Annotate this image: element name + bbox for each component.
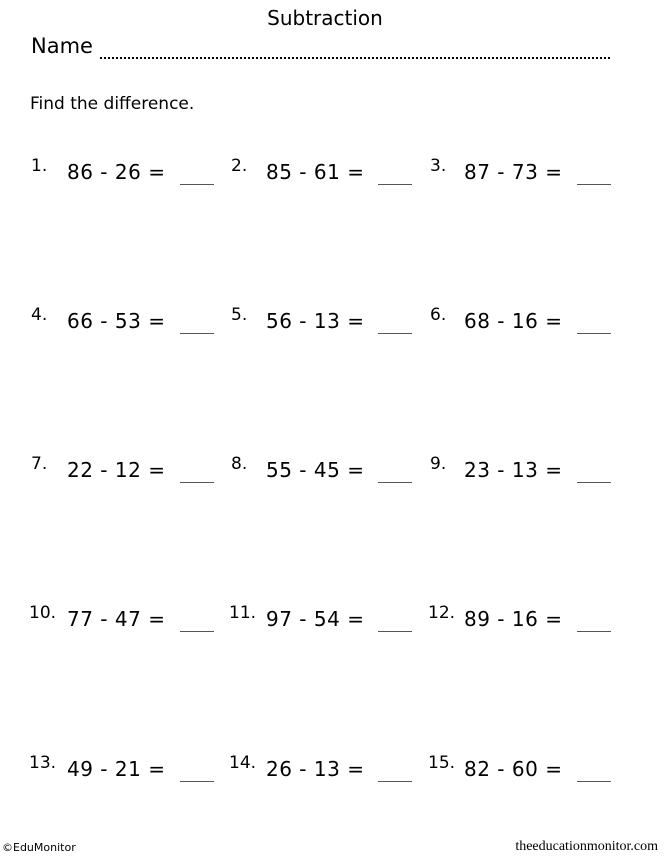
problem-expression: 55 - 45 = bbox=[266, 458, 365, 482]
problem-3 bbox=[0, 156, 666, 190]
problem-expression: 23 - 13 = bbox=[464, 458, 563, 482]
problem-12 bbox=[0, 603, 666, 637]
problem-number: 3. bbox=[430, 156, 447, 176]
worksheet-title: Subtraction bbox=[267, 6, 383, 30]
name-line bbox=[100, 37, 610, 59]
name-label: Name bbox=[31, 34, 93, 58]
problem-expression: 86 - 26 = bbox=[67, 160, 166, 184]
problem-number: 12. bbox=[428, 603, 456, 623]
answer-blank[interactable] bbox=[577, 631, 611, 632]
problem-expression: 56 - 13 = bbox=[266, 309, 365, 333]
problem-number: 1. bbox=[31, 156, 48, 176]
problem-number: 2. bbox=[231, 156, 248, 176]
problem-expression: 22 - 12 = bbox=[67, 458, 166, 482]
problem-expression: 77 - 47 = bbox=[67, 607, 166, 631]
problem-15 bbox=[0, 753, 666, 787]
footer-copyright: ©EduMonitor bbox=[2, 841, 76, 854]
problem-number: 7. bbox=[31, 454, 48, 474]
answer-blank[interactable] bbox=[577, 184, 611, 185]
problem-expression: 82 - 60 = bbox=[464, 757, 563, 781]
problem-number: 5. bbox=[231, 305, 248, 325]
problem-number: 8. bbox=[231, 454, 248, 474]
problem-6 bbox=[0, 305, 666, 339]
footer-website: theeducationmonitor.com bbox=[515, 839, 658, 854]
problem-number: 11. bbox=[229, 603, 257, 623]
problem-expression: 26 - 13 = bbox=[266, 757, 365, 781]
answer-blank[interactable] bbox=[577, 482, 611, 483]
problem-expression: 68 - 16 = bbox=[464, 309, 563, 333]
problem-expression: 66 - 53 = bbox=[67, 309, 166, 333]
problem-expression: 49 - 21 = bbox=[67, 757, 166, 781]
answer-blank[interactable] bbox=[577, 333, 611, 334]
problem-number: 6. bbox=[430, 305, 447, 325]
problem-9 bbox=[0, 454, 666, 488]
problem-number: 4. bbox=[31, 305, 48, 325]
problem-number: 15. bbox=[428, 753, 456, 773]
problem-number: 14. bbox=[229, 753, 257, 773]
instruction: Find the difference. bbox=[30, 94, 195, 114]
answer-blank[interactable] bbox=[577, 781, 611, 782]
problem-expression: 87 - 73 = bbox=[464, 160, 563, 184]
problem-number: 13. bbox=[29, 753, 57, 773]
problem-expression: 97 - 54 = bbox=[266, 607, 365, 631]
problem-number: 9. bbox=[430, 454, 447, 474]
problem-expression: 89 - 16 = bbox=[464, 607, 563, 631]
problem-number: 10. bbox=[29, 603, 57, 623]
problem-expression: 85 - 61 = bbox=[266, 160, 365, 184]
